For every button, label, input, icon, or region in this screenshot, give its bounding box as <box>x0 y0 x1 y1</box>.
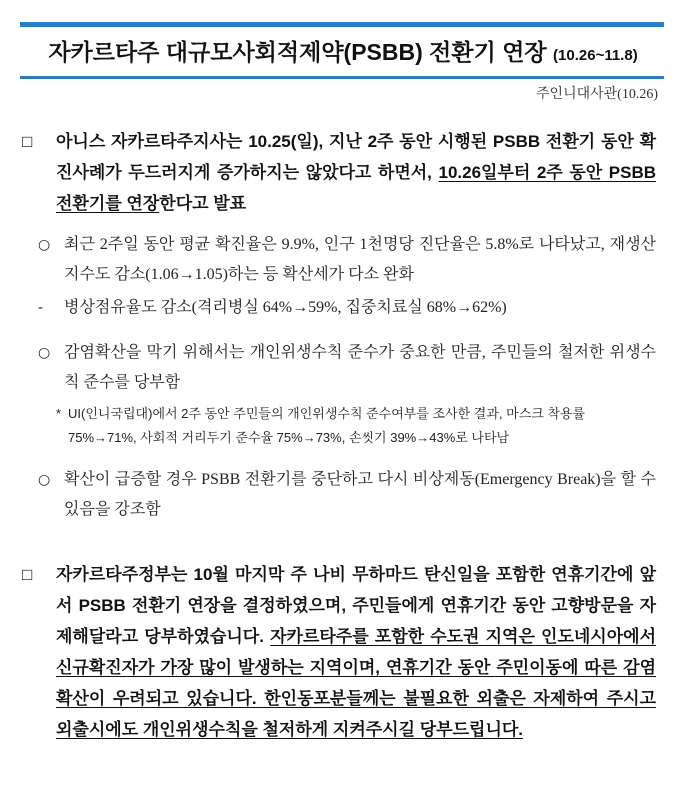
section2-text: 자카르타주정부는 10월 마지막 주 나비 무하마드 탄신일을 포함한 연휴기간에 앞서 PSBB 전환기 연장을 결정하였으며, 주민들에게 연휴기간 동안 고향방문을 자제해달라고 당부하였습니다. <box>56 565 656 646</box>
source-label: 주인니대사관(10.26) <box>536 87 658 102</box>
title-bottom-rule <box>20 76 664 79</box>
asterisk-marker: * <box>56 406 62 421</box>
title-top-rule <box>20 22 664 27</box>
point2-note-text: UI(인니국립대)에서 2주 동안 주민들의 개인위생수칙 준수여부를 조사한 결과, 마스크 착용률 75%→71%, 사회적 거리두기 준수율 75%→73%, 손씻기 39%→43%로 나타남 <box>68 406 586 445</box>
title-period: (10.26~11.8) <box>553 47 638 64</box>
section1-heading <box>22 126 657 219</box>
page-title <box>22 29 664 75</box>
point2 <box>38 338 656 398</box>
circle-bullet: ○ <box>38 237 51 253</box>
circle-bullet: ○ <box>38 345 51 361</box>
point2-text: 감염확산을 막기 위해서는 개인위생수칙 준수가 중요한 만큼, 주민들의 철저한 위생수칙 준수를 당부함 <box>64 344 656 391</box>
point2-note <box>56 402 656 450</box>
square-bullet: □ <box>22 565 33 584</box>
point1 <box>38 230 656 290</box>
section1-heading-underlined: 10.26일부터 2주 동안 PSBB 전환기를 연장 <box>56 163 657 213</box>
point1-sub-text: 병상점유율도 감소(격리병실 64%→59%, 집중치료실 68%→62%) <box>64 299 507 316</box>
section1-heading-suffix: 한다고 발표 <box>159 194 247 213</box>
point1-text: 최근 2주일 동안 평균 확진율은 9.9%, 인구 1천명당 진단율은 5.8%로 나타났고, 재생산지수도 감소(1.06→1.05)하는 등 확산세가 다소 완화 <box>64 236 656 283</box>
dash-bullet: - <box>38 300 44 316</box>
section2-underlined-text: 자카르타주를 포함한 수도권 지역은 인도네시아에서 신규확진자가 가장 많이 발생하는 지역이며, 연휴기간 동안 주민이동에 따른 감염확산이 우려되고 있습니다. 한인동포분들께는 불필요한 외출은 자제하여 주시고 외출시에도 개인위생수칙을 철저하게 지켜주시길 당부드립니다. <box>56 627 656 739</box>
point1-sub <box>38 293 656 323</box>
square-bullet: □ <box>22 132 33 151</box>
title-text: 자카르타주 대규모사회적제약(PSBB) 전환기 연장 <box>48 39 547 65</box>
point3-text: 확산이 급증할 경우 PSBB 전환기를 중단하고 다시 비상제동(Emergency Break)을 할 수 있음을 강조함 <box>64 471 656 518</box>
circle-bullet: ○ <box>38 472 51 488</box>
point3 <box>38 465 656 525</box>
section2-paragraph <box>22 559 656 745</box>
section1-heading-text: 아니스 자카르타주지사는 10.25(일), 지난 2주 동안 시행된 PSBB 전환기 동안 확진사례가 두드러지게 증가하지는 않았다고 하면서, <box>56 132 656 182</box>
